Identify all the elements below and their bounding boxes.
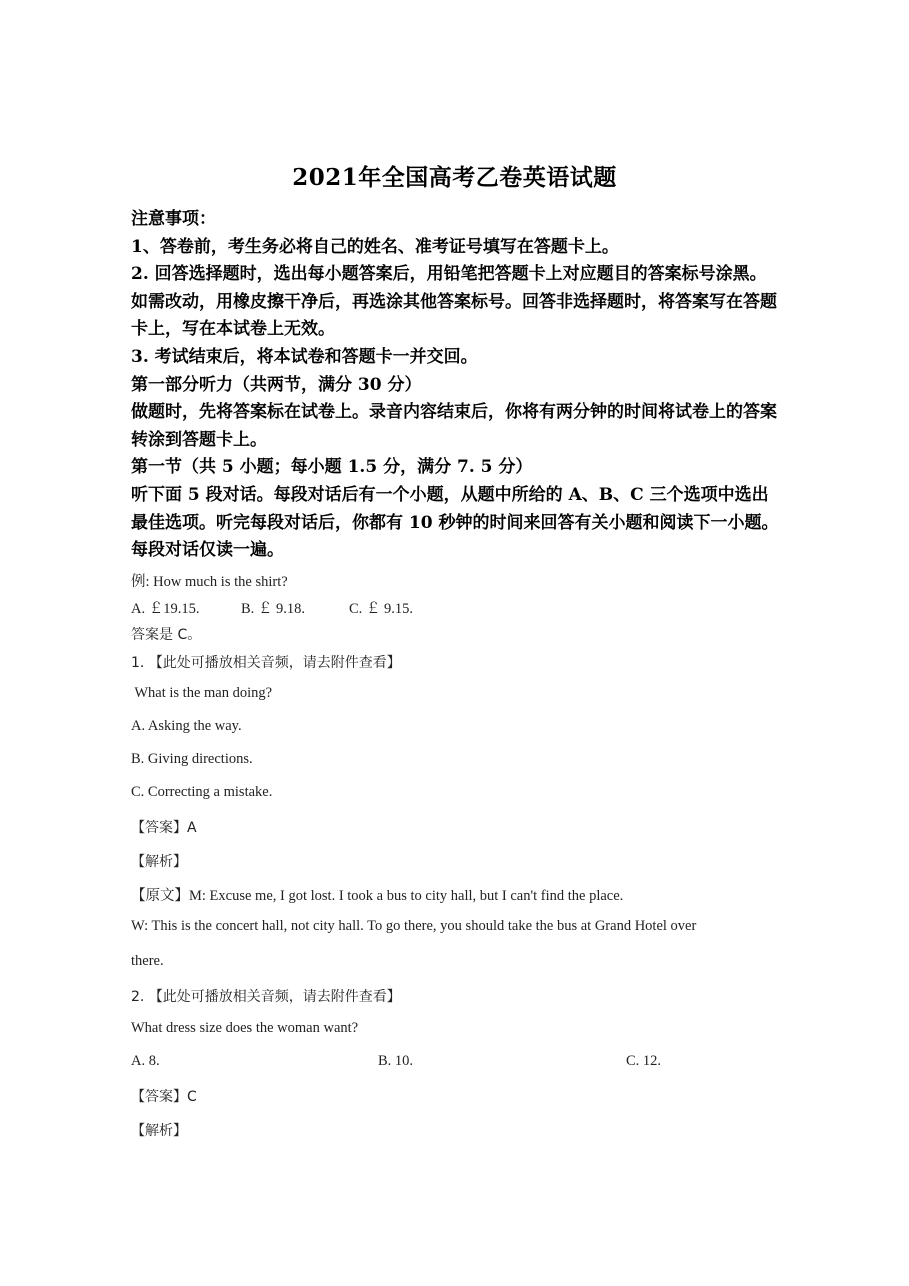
- question-2-option-b: B. 10.: [378, 1053, 414, 1069]
- part-one-heading: 第一部分听力（共两节，满分 30 分）: [131, 374, 422, 395]
- notice-heading: 注意事项：: [131, 209, 216, 229]
- example-options: [131, 597, 781, 617]
- question-1-option-a: A. Asking the way.: [131, 718, 242, 734]
- question-1-header: 1. 【此处可播放相关音频，请去附件查看】: [131, 655, 401, 671]
- notice-section: [131, 206, 781, 565]
- question-1-answer: 【答案】A: [131, 820, 197, 836]
- question-2-answer: 【答案】C: [131, 1089, 197, 1105]
- question-2-option-a: A. 8.: [131, 1053, 160, 1069]
- question-2-options: [131, 1053, 781, 1073]
- question-2-analysis: 【解析】: [131, 1123, 187, 1139]
- page-title: 2021年全国高考乙卷英语试题: [292, 164, 617, 191]
- question-1-analysis: 【解析】: [131, 854, 187, 870]
- section-one-instruction: 听下面 5 段对话。每段对话后有一个小题，从题中所给的 A、B、C 三个选项中选出最佳选项。听完每段对话后，你都有 10 秒钟的时间来回答有关小题和阅读下一小题。每段对话仅读一遍。: [131, 484, 779, 561]
- example-option-b: B. ￡ 9.18.: [241, 601, 306, 617]
- question-2-header: 2. 【此处可播放相关音频，请去附件查看】: [131, 989, 401, 1005]
- question-1-transcript-line-1: 【原文】M: Excuse me, I got lost. I took a bus to city hall, but I can't find the place.: [131, 888, 624, 904]
- notice-item-1: 1、答卷前，考生务必将自己的姓名、准考证号填写在答题卡上。: [131, 236, 619, 257]
- question-1-transcript-line-2: W: This is the concert hall, not city hall. To go there, you should take the bus at Grand Hotel over: [131, 918, 697, 934]
- question-1-transcript-line-3: there.: [131, 953, 164, 969]
- notice-item-3: 3. 考试结束后，将本试卷和答题卡一并交回。: [131, 346, 478, 367]
- question-2-text: What dress size does the woman want?: [131, 1020, 359, 1036]
- question-1-option-b: B. Giving directions.: [131, 751, 253, 767]
- example-option-a: A. ￡19.15.: [131, 601, 200, 617]
- example-question: 例: How much is the shirt?: [131, 574, 288, 590]
- example-answer: 答案是 C。: [131, 627, 202, 643]
- question-2-option-c: C. 12.: [626, 1053, 662, 1069]
- question-1-option-c: C. Correcting a mistake.: [131, 784, 273, 800]
- part-one-instruction: 做题时，先将答案标在试卷上。录音内容结束后，你将有两分钟的时间将试卷上的答案转涂到答题卡上。: [131, 402, 777, 450]
- notice-item-2: 2. 回答选择题时，选出每小题答案后，用铅笔把答题卡上对应题目的答案标号涂黑。如需改动，用橡皮擦干净后，再选涂其他答案标号。回答非选择题时，将答案写在答题卡上，写在本试卷上无效。: [131, 264, 777, 340]
- example-option-c: C. ￡ 9.15.: [349, 601, 414, 617]
- section-one-heading: 第一节（共 5 小题；每小题 1.5 分，满分 7. 5 分）: [131, 457, 533, 478]
- question-1-text: What is the man doing?: [131, 685, 273, 701]
